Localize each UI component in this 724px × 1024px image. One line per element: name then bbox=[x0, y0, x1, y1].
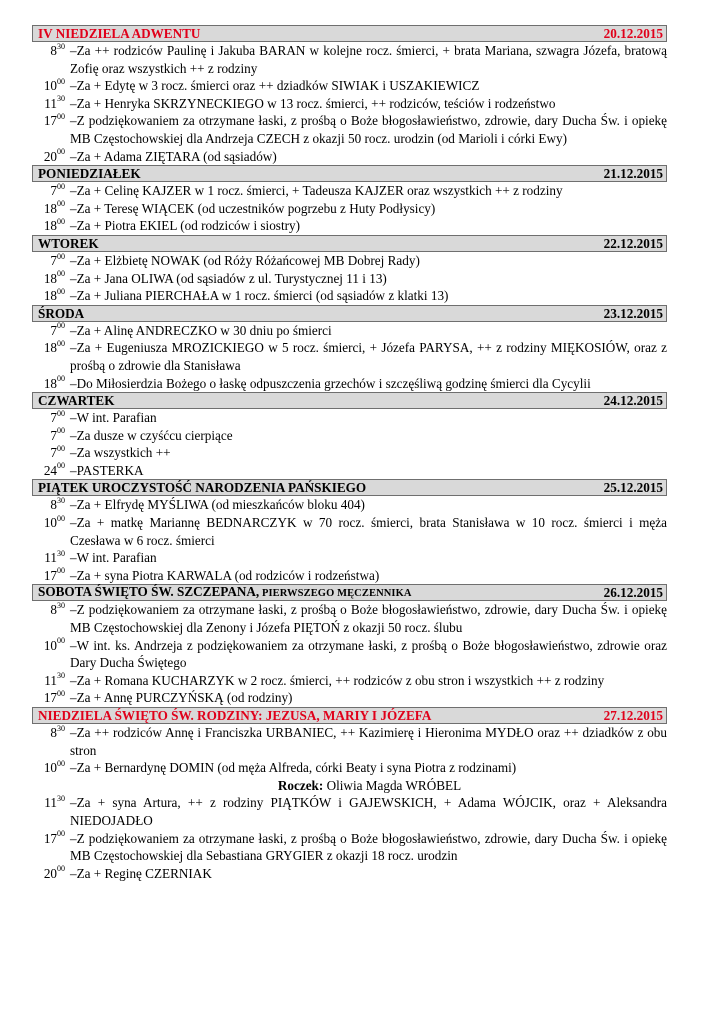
birthday-note bbox=[32, 777, 667, 795]
mass-minutes: 00 bbox=[57, 338, 65, 348]
mass-time bbox=[32, 567, 65, 585]
mass-intention-text: –Za + Henryka SKRZYNECKIEGO w 13 rocz. śmierci, ++ rodziców, teściów i rodzeństwo bbox=[70, 95, 556, 111]
mass-hour: 11 bbox=[44, 95, 57, 111]
mass-intention-text: –W int. Parafian bbox=[70, 410, 157, 426]
mass-entry bbox=[32, 200, 667, 218]
day-section bbox=[32, 165, 667, 235]
mass-intention-text: –Za + Teresę WIĄCEK (od uczestników pogrzebu z Huty Podłysicy) bbox=[70, 200, 436, 216]
mass-time bbox=[32, 444, 65, 462]
mass-time bbox=[32, 42, 65, 60]
mass-hour: 8 bbox=[50, 497, 57, 513]
mass-entry bbox=[32, 462, 667, 480]
day-date: 26.12.2015 bbox=[603, 585, 663, 601]
mass-intention-text: –Za dusze w czyśćcu cierpiące bbox=[70, 427, 233, 443]
mass-time bbox=[32, 112, 65, 130]
mass-hour: 7 bbox=[50, 427, 57, 443]
mass-time bbox=[32, 794, 65, 812]
mass-intention-text: –Za + Elfrydę MYŚLIWA (od mieszkańców bloku 404) bbox=[70, 497, 365, 513]
mass-time bbox=[32, 200, 65, 218]
mass-intention-text: –Za + Reginę CZERNIAK bbox=[70, 865, 212, 881]
mass-hour: 20 bbox=[43, 148, 57, 164]
mass-entry bbox=[32, 77, 667, 95]
mass-hour: 17 bbox=[43, 567, 57, 583]
mass-time bbox=[32, 95, 65, 113]
day-header bbox=[32, 25, 667, 42]
mass-hour: 17 bbox=[43, 690, 57, 706]
mass-entry bbox=[32, 496, 667, 514]
mass-entry bbox=[32, 217, 667, 235]
mass-intention-text: –Za + syna Artura, ++ z rodziny PIĄTKÓW i GAJEWSKICH, + Adama WÓJCIK, oraz + Aleksandra NIEDOJADŁO bbox=[70, 795, 667, 828]
day-title bbox=[38, 393, 114, 408]
mass-minutes: 30 bbox=[57, 496, 65, 506]
mass-intention-text: –W int. Parafian bbox=[70, 550, 157, 566]
mass-minutes: 30 bbox=[57, 94, 65, 104]
mass-entry bbox=[32, 830, 667, 865]
mass-minutes: 00 bbox=[57, 147, 65, 157]
mass-minutes: 00 bbox=[57, 216, 65, 226]
mass-minutes: 00 bbox=[57, 269, 65, 279]
mass-intention-text: –Za + Elżbietę NOWAK (od Róży Różańcowej MB Dobrej Rady) bbox=[70, 252, 420, 268]
mass-minutes: 00 bbox=[57, 461, 65, 471]
mass-hour: 18 bbox=[43, 200, 57, 216]
mass-hour: 10 bbox=[43, 637, 57, 653]
mass-intention-text: –Za ++ rodziców Paulinę i Jakuba BARAN w kolejne rocz. śmierci, + brata Mariana, szwagra Józefa, bratową Zofię oraz wszystkich ++ z rodziny bbox=[70, 43, 667, 76]
mass-entry bbox=[32, 270, 667, 288]
mass-minutes: 00 bbox=[57, 758, 65, 768]
day-section bbox=[32, 305, 667, 392]
mass-entry bbox=[32, 112, 667, 147]
mass-entry bbox=[32, 409, 667, 427]
mass-intention-text: –Z podziękowaniem za otrzymane łaski, z prośbą o Boże błogosławieństwo, zdrowie, dary Ducha Św. i opiekę MB Częstochowskiej dla Sebastiana GRYGIER z okazji 18 rocz. urodzin bbox=[70, 830, 667, 864]
mass-entry bbox=[32, 287, 667, 305]
mass-entry bbox=[32, 601, 667, 636]
mass-time bbox=[32, 514, 65, 532]
mass-time bbox=[32, 427, 65, 445]
mass-hour: 10 bbox=[43, 515, 57, 531]
mass-minutes: 00 bbox=[57, 76, 65, 86]
mass-hour: 8 bbox=[50, 725, 57, 740]
mass-minutes: 00 bbox=[57, 566, 65, 576]
mass-time bbox=[32, 830, 65, 848]
day-section bbox=[32, 235, 667, 305]
mass-hour: 11 bbox=[44, 795, 57, 811]
day-title bbox=[38, 166, 141, 181]
mass-hour: 7 bbox=[50, 322, 57, 338]
mass-intention-text: –Z podziękowaniem za otrzymane łaski, z prośbą o Boże błogosławieństwo, zdrowie, dary Ducha Św. i opiekę MB Częstochowskiej dla Andrzeja CZECH z okazji 50 rocz. urodzin (od Marioli i córki Ewy) bbox=[70, 113, 667, 146]
mass-minutes: 00 bbox=[57, 829, 65, 839]
mass-time bbox=[32, 549, 65, 567]
mass-entry bbox=[32, 549, 667, 567]
mass-hour: 10 bbox=[43, 78, 57, 94]
day-title-text: WTOREK bbox=[38, 235, 99, 251]
mass-intention-text: –Za + Piotra EKIEL (od rodziców i siostry) bbox=[70, 218, 300, 234]
mass-intention-text: –Za + Romana KUCHARZYK w 2 rocz. śmierci, ++ rodziców z obu stron i wszystkich ++ z rodziny bbox=[70, 672, 605, 688]
day-title bbox=[38, 708, 431, 723]
mass-minutes: 00 bbox=[57, 199, 65, 209]
mass-minutes: 00 bbox=[57, 374, 65, 384]
mass-minutes: 00 bbox=[57, 689, 65, 699]
mass-hour: 18 bbox=[43, 375, 57, 391]
mass-entry bbox=[32, 375, 667, 393]
mass-hour: 17 bbox=[43, 113, 57, 129]
mass-minutes: 00 bbox=[57, 864, 65, 874]
day-title-text: SOBOTA ŚWIĘTO ŚW. SZCZEPANA, bbox=[38, 584, 260, 600]
day-title bbox=[38, 480, 366, 495]
day-date: 27.12.2015 bbox=[603, 708, 663, 723]
mass-minutes: 30 bbox=[57, 671, 65, 681]
day-section bbox=[32, 584, 667, 707]
mass-entry bbox=[32, 689, 667, 707]
mass-entry bbox=[32, 865, 667, 883]
mass-time bbox=[32, 409, 65, 427]
mass-entry bbox=[32, 444, 667, 462]
mass-hour: 18 bbox=[43, 288, 57, 304]
day-title-text: ŚRODA bbox=[38, 305, 85, 321]
mass-time bbox=[32, 148, 65, 166]
mass-entry bbox=[32, 759, 667, 777]
mass-hour: 8 bbox=[50, 43, 57, 58]
mass-minutes: 30 bbox=[57, 548, 65, 558]
mass-minutes: 30 bbox=[57, 601, 65, 611]
mass-time bbox=[32, 375, 65, 393]
day-title bbox=[38, 236, 99, 251]
mass-intentions-document bbox=[32, 25, 667, 882]
mass-time bbox=[32, 77, 65, 95]
mass-intention-text: –PASTERKA bbox=[70, 462, 144, 478]
mass-time bbox=[32, 182, 65, 200]
mass-minutes: 00 bbox=[57, 636, 65, 646]
mass-intention-text: –Za + Adama ZIĘTARA (od sąsiadów) bbox=[70, 148, 277, 164]
mass-hour: 11 bbox=[44, 672, 57, 688]
mass-minutes: 00 bbox=[57, 426, 65, 436]
mass-time bbox=[32, 270, 65, 288]
mass-hour: 18 bbox=[43, 218, 57, 234]
day-title-small: PIERWSZEGO MĘCZENNIKA bbox=[259, 588, 412, 600]
mass-time bbox=[32, 252, 65, 270]
day-date: 21.12.2015 bbox=[603, 166, 663, 182]
mass-time bbox=[32, 339, 65, 357]
day-date: 25.12.2015 bbox=[603, 480, 663, 496]
day-title-text: NIEDZIELA ŚWIĘTO ŚW. RODZINY: JEZUSA, MARIY I JÓZEFA bbox=[38, 708, 432, 723]
mass-time bbox=[32, 322, 65, 340]
mass-minutes: 00 bbox=[57, 408, 65, 418]
day-header bbox=[32, 584, 667, 601]
mass-entry bbox=[32, 42, 667, 77]
mass-intention-text: –Za ++ rodziców Annę i Franciszka URBANIEC, ++ Kazimierę i Hieronima MYDŁO oraz ++ dziadków z obu stron bbox=[70, 725, 667, 758]
mass-hour: 18 bbox=[43, 270, 57, 286]
mass-hour: 7 bbox=[50, 252, 57, 268]
mass-entry bbox=[32, 637, 667, 672]
mass-intention-text: –Z podziękowaniem za otrzymane łaski, z prośbą o Boże błogosławieństwo, zdrowie, dary Ducha Św. i opiekę MB Częstochowskiej dla Zenony i Józefa PIĘTOŃ z okazji 50 rocz. ślubu bbox=[70, 602, 667, 636]
mass-entry bbox=[32, 724, 667, 759]
day-header bbox=[32, 707, 667, 724]
mass-entry bbox=[32, 252, 667, 270]
day-date: 20.12.2015 bbox=[603, 26, 663, 41]
day-header bbox=[32, 479, 667, 496]
mass-entry bbox=[32, 322, 667, 340]
mass-hour: 7 bbox=[50, 410, 57, 426]
mass-hour: 17 bbox=[43, 830, 57, 846]
mass-time bbox=[32, 217, 65, 235]
day-title-text: PIĄTEK UROCZYSTOŚĆ NARODZENIA PAŃSKIEGO bbox=[38, 480, 367, 496]
mass-minutes: 00 bbox=[57, 321, 65, 331]
mass-entry bbox=[32, 339, 667, 374]
mass-time bbox=[32, 287, 65, 305]
mass-hour: 7 bbox=[50, 183, 57, 199]
mass-intention-text: –Za + matkę Mariannę BEDNARCZYK w 70 rocz. śmierci, brata Stanisława w 10 rocz. śmierci i męża Czesława w 6 rocz. śmierci bbox=[70, 515, 667, 548]
day-title bbox=[38, 26, 200, 41]
mass-hour: 11 bbox=[44, 550, 57, 566]
mass-entry bbox=[32, 95, 667, 113]
mass-intention-text: –Za + Juliana PIERCHAŁA w 1 rocz. śmierci (od sąsiadów z klatki 13) bbox=[70, 288, 449, 304]
mass-time bbox=[32, 724, 65, 742]
mass-entry bbox=[32, 672, 667, 690]
mass-minutes: 00 bbox=[57, 513, 65, 523]
mass-minutes: 00 bbox=[57, 286, 65, 296]
day-header bbox=[32, 235, 667, 252]
day-date: 23.12.2015 bbox=[603, 305, 663, 321]
mass-entry bbox=[32, 427, 667, 445]
day-title-text: IV NIEDZIELA ADWENTU bbox=[38, 26, 201, 41]
mass-entry bbox=[32, 794, 667, 829]
mass-intention-text: –W int. ks. Andrzeja z podziękowaniem za otrzymane łaski, z prośbą o Boże błogosławieństwo, zdrowie oraz Dary Ducha Świętego bbox=[70, 637, 667, 671]
mass-time bbox=[32, 601, 65, 619]
day-title-text: PONIEDZIAŁEK bbox=[38, 166, 141, 182]
mass-entry bbox=[32, 514, 667, 549]
mass-hour: 10 bbox=[43, 760, 57, 776]
mass-time bbox=[32, 637, 65, 655]
mass-time bbox=[32, 672, 65, 690]
mass-time bbox=[32, 496, 65, 514]
mass-entry bbox=[32, 567, 667, 585]
day-section bbox=[32, 707, 667, 882]
mass-minutes: 30 bbox=[57, 793, 65, 803]
mass-hour: 7 bbox=[50, 445, 57, 461]
day-date: 22.12.2015 bbox=[603, 235, 663, 251]
mass-intention-text: –Za + syna Piotra KARWALA (od rodziców i rodzeństwa) bbox=[70, 567, 380, 583]
mass-entry bbox=[32, 182, 667, 200]
day-date: 24.12.2015 bbox=[603, 393, 663, 409]
mass-minutes: 00 bbox=[57, 111, 65, 121]
mass-intention-text: –Za + Annę PURCZYŃSKĄ (od rodziny) bbox=[70, 690, 293, 706]
mass-hour: 20 bbox=[43, 865, 57, 881]
mass-time bbox=[32, 462, 65, 480]
day-header bbox=[32, 165, 667, 182]
day-section bbox=[32, 479, 667, 584]
mass-minutes: 30 bbox=[57, 723, 65, 733]
mass-intention-text: –Za + Edytę w 3 rocz. śmierci oraz ++ dziadków SIWIAK i USZAKIEWICZ bbox=[70, 78, 480, 94]
mass-intention-text: –Za wszystkich ++ bbox=[70, 445, 171, 461]
day-header bbox=[32, 392, 667, 409]
mass-time bbox=[32, 689, 65, 707]
mass-entry bbox=[32, 148, 667, 166]
mass-minutes: 00 bbox=[57, 251, 65, 261]
day-header bbox=[32, 305, 667, 322]
day-title-text: CZWARTEK bbox=[38, 393, 115, 409]
mass-minutes: 00 bbox=[57, 443, 65, 453]
birthday-note-text: Oliwia Magda WRÓBEL bbox=[323, 777, 462, 793]
mass-intention-text: –Za + Alinę ANDRECZKO w 30 dniu po śmierci bbox=[70, 322, 332, 338]
mass-intention-text: –Za + Eugeniusza MROZICKIEGO w 5 rocz. śmierci, + Józefa PARYSA, ++ z rodziny MIĘKOSIÓW, oraz z prośbą o zdrowie dla Stanisława bbox=[70, 340, 667, 373]
day-title bbox=[38, 306, 84, 321]
birthday-note-label: Roczek: bbox=[277, 777, 324, 793]
mass-hour: 8 bbox=[50, 602, 57, 618]
mass-time bbox=[32, 865, 65, 883]
mass-intention-text: –Do Miłosierdzia Bożego o łaskę odpuszczenia grzechów i szczęśliwą godzinę śmierci dla Cycylii bbox=[70, 375, 591, 391]
mass-intention-text: –Za + Bernardynę DOMIN (od męża Alfreda, córki Beaty i syna Piotra z rodzinami) bbox=[70, 760, 517, 776]
mass-time bbox=[32, 759, 65, 777]
day-title bbox=[38, 584, 412, 601]
mass-intention-text: –Za + Jana OLIWA (od sąsiadów z ul. Turystycznej 11 i 13) bbox=[70, 270, 387, 286]
mass-hour: 24 bbox=[43, 462, 57, 478]
day-section bbox=[32, 392, 667, 479]
day-section bbox=[32, 25, 667, 165]
mass-minutes: 00 bbox=[57, 181, 65, 191]
mass-intention-text: –Za + Celinę KAJZER w 1 rocz. śmierci, + Tadeusza KAJZER oraz wszystkich ++ z rodziny bbox=[70, 183, 563, 199]
mass-minutes: 30 bbox=[57, 41, 65, 51]
mass-hour: 18 bbox=[43, 340, 57, 356]
